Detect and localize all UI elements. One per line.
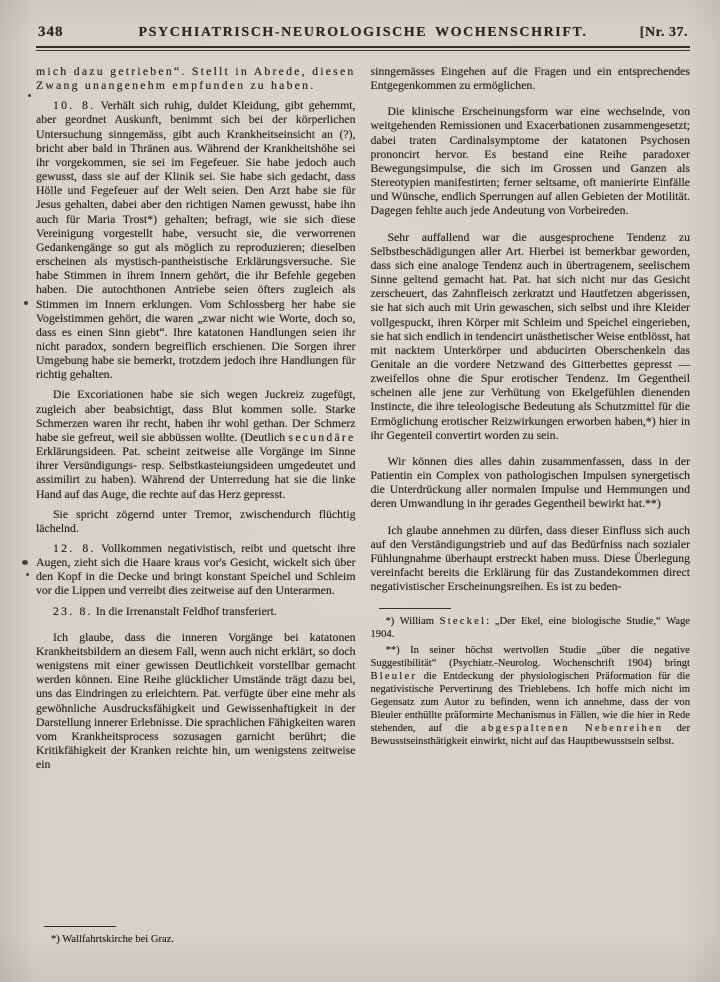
page-header: [38, 24, 688, 41]
body-paragraph: [371, 64, 691, 92]
left-column-paragraphs: [36, 64, 356, 777]
text-segment: Die Excoriationen habe sie sich wegen Juckreiz zugefügt, zugleich aber beabsichtigt, dass Blut kommen solle. Starke Schmerzen waren ihr recht, haben ihr wohl gethan. Der Schmerz habe sie gefreut, weil sie abbüssen wollte. (Deutlich: [36, 387, 356, 444]
text-segment: *) Wallfahrtskirche bei Graz.: [51, 933, 175, 945]
text-segment: In die Irrenanstalt Feldhof transferiert.: [92, 603, 277, 618]
right-column: [371, 64, 691, 964]
text-segment: Ich glaube annehmen zu dürfen, dass dieser Einfluss sich auch auf den Verständigungstrieb und auf das Bedürfniss nach sozialer Fühlungnahme überhaupt erstreckt haben muss. Diese Überlegung vereinfacht bereits die Erklärung für das Zustandekommen direct negativistischer Erscheinungsreihen. Es ist zu beden-: [370, 522, 690, 594]
footnote-rule: [379, 608, 451, 609]
letterspaced-text: 10. 8.: [53, 98, 96, 113]
left-footnote-list: [36, 933, 356, 946]
text-segment: die Entdeckung der physiologischen Präformation für die negativistische Pervertirung des Trieblebens. Ich hoffe mich nicht im Gegensatz zum Autor zu befinden, wenn ich annehme, dass der von Bleuler enthüllte präformirte Mechanismus in Fällen, wie die hier in Rede stehenden, auf die: [370, 670, 690, 735]
body-paragraph: [36, 98, 356, 381]
footnote-rule: [44, 926, 116, 927]
text-segment: Die klinische Erscheinungsform war eine wechselnde, von weitgehenden Remissionen und Exacerbationen zusammengesetzt; dabei traten Cardinalsymptome der katatonen Psychosen prononcirt hervor. Es bestand eine Reihe paradoxer Bewegungsimpulse, die sich im Grossen und Ganzen als Stereotypien manifestirten; ferner seltsame, oft manierirte Einfälle und Wünsche, endlich Sperrungen auf allen Gebieten der Motilität. Dagegen fehlte auch jede Andeutung von Vorbeireden.: [370, 104, 690, 218]
issue-number: [Nr. 37.: [639, 25, 688, 40]
text-segment: sinngemässes Eingehen auf die Fragen und ein entsprechendes Entgegenkommen zu ermöglichen.: [370, 64, 690, 93]
text-segment: : „Der Ekel, eine biologische Studie,“ Wage 1904.: [370, 616, 690, 641]
letterspaced-text: Steckel: [439, 616, 487, 628]
body-paragraph: [36, 630, 356, 772]
body-paragraph: [371, 104, 691, 217]
text-segment: der Bewusstseinsthätigkeit einwirkt, nicht auf das Hauptbewusstsein selbst.: [370, 723, 690, 748]
body-paragraph: [36, 507, 356, 535]
text-segment: Sie spricht zögernd unter Tremor, zwischendurch flüchtig lächelnd.: [36, 506, 356, 535]
letterspaced-text: mich dazu getrieben“. Stellt in Abrede, diesen Zwang unangenehm empfunden zu haben.: [36, 64, 356, 93]
footnote: [371, 615, 691, 641]
scan-speck: [22, 560, 28, 565]
letterspaced-text: 12. 8.: [53, 541, 96, 555]
journal-title: PSYCHIATRISCH-NEUROLOGISCHE WOCHENSCHRIFT.: [138, 25, 588, 40]
text-segment: *) William: [385, 616, 440, 628]
text-segment: Erklärungsideen. Pat. scheint zeitweise alle Vorgänge im Sinne ihrer Versündigungs- resp. Selbstkasteiungsideen umgedeutet und assimilirt zu haben). Während der Unterredung hat sie die linke Hand auf das Auge, die rechte auf das Herz gepresst.: [36, 444, 356, 501]
text-segment: Wir können dies alles dahin zusammenfassen, dass in der Patientin ein Complex von pathologischen Impulsen synergetisch die Unterdrückung aller normalen Impulse und Hemmungen und deren Umwandlung in ihr gerades Gegentheil bewirkt hat.**): [370, 453, 690, 511]
body-paragraph: [371, 523, 691, 594]
footnote: [36, 933, 356, 946]
right-footnote-list: [371, 615, 691, 748]
text-segment: **) In seiner höchst wertvollen Studie „über die negative Suggestibilität“ (Psychiatr.-Neurolog. Wochenschrift 1904) bringt: [370, 644, 690, 669]
letterspaced-text: 23. 8.: [53, 603, 93, 618]
letterspaced-text: Bleuler: [370, 670, 418, 682]
body-paragraph: [36, 64, 356, 92]
text-segment: Sehr auffallend war die ausgesprochene Tendenz zu Selbstbeschädigungen aller Art. Hierbei ist bemerkbar geworden, dass sich eine analoge Tendenz auch in übertragenem, seelischem Sinne geltend gemacht hat. Pat. hat sich nicht nur das Gesicht zerscheuert, das Zahnfleisch zerkratzt und Hautfetzen abgerissen, sie hat sich auch mit Urin gewaschen, sich selbst und ihre Kleider vollgespuckt, ihren Körper mit Schleim und Speichel eingerieben, sie hat sich endlich in tendencirt unästhetischer Weise entblösst, hat mit nacktem Unterkörper und abducirten Oberschenkeln das Genitale an die vordere Netzwand des Gitterbettes gepresst — zweifellos ohne die Spur erotischer Tendenz. Im Gegentheil scheinen alle jene zur Verhütung von Ekelgefühlen dienenden Instincte, die ihre teleologische Bedeutung als Schutzmittel für die Ermöglichung erotischer Reizwirkungen erworben haben,*) hier in ihr Gegenteil convertirt worden zu sein.: [370, 229, 690, 442]
right-footnotes: [371, 605, 691, 750]
footnote: [371, 644, 691, 749]
two-column-body: [36, 64, 690, 964]
text-segment: Vollkommen negativistisch, reibt und quetscht ihre Augen, zieht sich die Haare kraus vor's Gesicht, wickelt sich über den Kopf in die Decke und bringt konstant Speichel und Schleim vor die Lippen und verreibt dies zeitweise auf den Unterarmen.: [36, 541, 356, 598]
left-column: [36, 64, 356, 964]
scan-speck: [26, 573, 29, 576]
page-number: 348: [38, 24, 64, 40]
letterspaced-text: abgespaltenen Nebenreihen: [481, 723, 664, 735]
text-segment: Ich glaube, dass die inneren Vorgänge bei katatonen Krankheitsbildern an diesem Fall, wenn auch nicht erklärt, so doch wenigstens mit einer gewissen Deutlichkeit vorstellbar gemacht werden können. Eine Reihe glücklicher Umstände trägt dazu bei, uns das Eindringen zu erleichtern. Pat. verfügte über eine mehr als gewöhnliche Ausdrucksfähigkeit und Gewissenhaftigkeit in der Darstellung innerer Erlebnisse. Die sprachlichen Fähigkeiten waren vom Krankheitsprocess sozusagen garnicht berührt; die Kritikfähigkeit der Kranken reichte hin, um wenigstens zeitweise ein: [36, 629, 356, 772]
left-footnotes: [36, 923, 356, 948]
header-double-rule: [36, 46, 690, 51]
right-column-paragraphs: [371, 64, 691, 599]
body-paragraph: [36, 387, 356, 500]
scan-speck: [24, 301, 28, 305]
body-paragraph: [371, 454, 691, 511]
scan-speck: [28, 94, 31, 97]
body-paragraph: [36, 604, 356, 618]
letterspaced-text: secundäre: [288, 429, 356, 444]
body-paragraph: [36, 541, 356, 598]
text-segment: Verhält sich ruhig, duldet Kleidung, gibt gehemmt, aber geordnet Auskunft, benimmt sich bei der körperlichen Untersuchung sinngemäss, gibt auch Krankheitseinsicht an (?), bricht aber bald in Thränen aus. Während der Krankheitshöhe sei ihr vorgekommen, sie sei im Fegefeuer. Sie habe jedoch auch gewusst, dass sie auf der Klinik sei. Sie habe sich gedacht, dass Hölle und Fegefeuer auf der Welt seien. Den Arzt habe sie für Jesus gehalten, dabei aber den richtigen Namen gewusst, habe ihn auch für Maria Trost*) gehalten; befragt, wie sie sich diese Vereinigung vorgestellt habe, versucht sie, die verworrenen Gedankengänge so gut als möglich zu reproduzieren; dieselben erscheinen als mystisch-pantheistische Erklärungsversuche. Sie habe Stimmen in ihrem Innern gehört, die ihr Befehle gegeben haben. Die autochthonen Antriebe seien öfters zugleich als Stimmen im Innern erklungen. Vom Schlossberg her habe sie Vogelstimmen gehört, die waren „zwar nicht wie Worte, doch so, dass es einen Sinn giebt“. Ihre katatonen Handlungen seien ihr nicht paradox, sondern begreiflich erschienen. Die Sorgen ihrer Umgebung habe sie bemerkt, trotzdem jedoch ihre Handlungen für richtig gehalten.: [36, 98, 356, 382]
body-paragraph: [371, 230, 691, 442]
